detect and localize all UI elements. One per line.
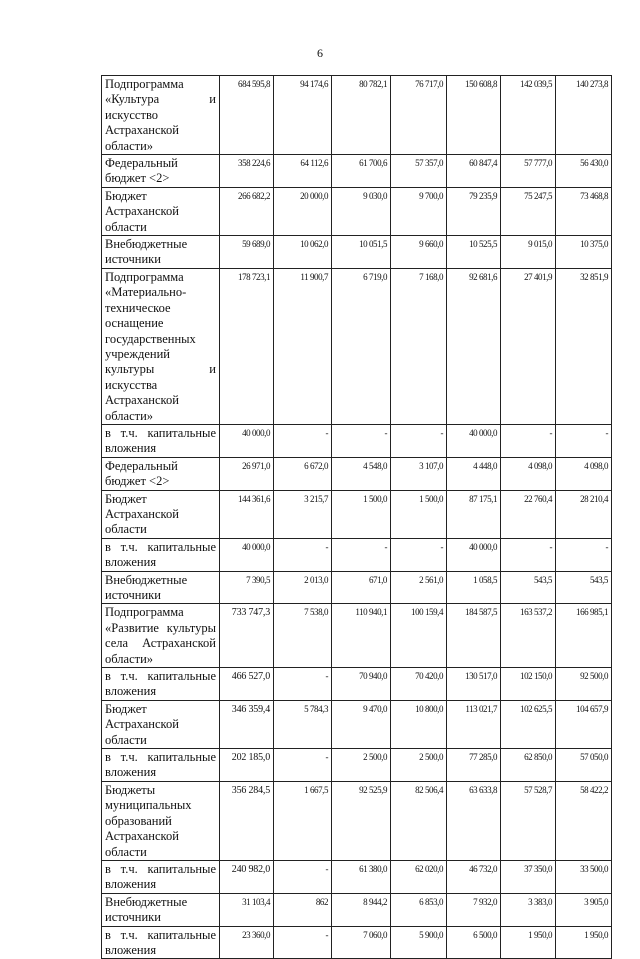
value-cell: 2 500,0 (332, 749, 391, 782)
budget-table (101, 75, 612, 959)
value-cell: 5 900,0 (391, 926, 447, 959)
row-label: Бюджет Астраханской области (102, 187, 220, 235)
value-cell: 40 000,0 (447, 538, 501, 571)
value-cell: 163 537,2 (501, 604, 556, 668)
value-cell: 10 062,0 (274, 236, 332, 269)
row-label: в т.ч. капитальные вложения (102, 668, 220, 701)
value-cell: 40 000,0 (220, 538, 274, 571)
value-cell: 142 039,5 (501, 76, 556, 155)
row-label: в т.ч. капитальные вложения (102, 749, 220, 782)
value-cell: 4 448,0 (447, 457, 501, 490)
value-cell: 10 525,5 (447, 236, 501, 269)
value-cell: 6 853,0 (391, 893, 447, 926)
value-cell: 62 850,0 (501, 749, 556, 782)
value-cell: - (391, 424, 447, 457)
value-cell: 94 174,6 (274, 76, 332, 155)
value-cell: 1 667,5 (274, 781, 332, 860)
value-cell: 26 971,0 (220, 457, 274, 490)
value-cell: 3 107,0 (391, 457, 447, 490)
value-cell: - (501, 538, 556, 571)
value-cell: - (274, 424, 332, 457)
value-cell: 57 050,0 (556, 749, 612, 782)
value-cell: 6 719,0 (332, 268, 391, 424)
table-row (102, 76, 612, 155)
value-cell: 57 777,0 (501, 155, 556, 188)
table-row (102, 926, 612, 959)
value-cell: 2 500,0 (391, 749, 447, 782)
value-cell: 31 103,4 (220, 893, 274, 926)
value-cell: 130 517,0 (447, 668, 501, 701)
value-cell: 56 430,0 (556, 155, 612, 188)
value-cell: 140 273,8 (556, 76, 612, 155)
value-cell: 862 (274, 893, 332, 926)
value-cell: 28 210,4 (556, 490, 612, 538)
value-cell: 79 235,9 (447, 187, 501, 235)
table-row (102, 781, 612, 860)
value-cell: 80 782,1 (332, 76, 391, 155)
value-cell: 32 851,9 (556, 268, 612, 424)
value-cell: 20 000,0 (274, 187, 332, 235)
row-label: Внебюджетные источники (102, 893, 220, 926)
value-cell: 733 747,3 (220, 604, 274, 668)
table-row (102, 424, 612, 457)
value-cell: 7 060,0 (332, 926, 391, 959)
value-cell: 240 982,0 (220, 860, 274, 893)
value-cell: - (274, 860, 332, 893)
value-cell: 9 015,0 (501, 236, 556, 269)
value-cell: 102 150,0 (501, 668, 556, 701)
value-cell: 266 682,2 (220, 187, 274, 235)
value-cell: 63 633,8 (447, 781, 501, 860)
value-cell: - (391, 538, 447, 571)
value-cell: 9 030,0 (332, 187, 391, 235)
value-cell: 10 051,5 (332, 236, 391, 269)
value-cell: 1 500,0 (332, 490, 391, 538)
value-cell: 358 224,6 (220, 155, 274, 188)
value-cell: 144 361,6 (220, 490, 274, 538)
value-cell: 104 657,9 (556, 700, 612, 748)
value-cell: - (556, 538, 612, 571)
value-cell: 102 625,5 (501, 700, 556, 748)
value-cell: 75 247,5 (501, 187, 556, 235)
value-cell: 11 900,7 (274, 268, 332, 424)
value-cell: 22 760,4 (501, 490, 556, 538)
row-label: Подпрограмма «Развитие культуры села Астраханской области» (102, 604, 220, 668)
value-cell: 4 098,0 (556, 457, 612, 490)
value-cell: 37 350,0 (501, 860, 556, 893)
value-cell: 2 013,0 (274, 571, 332, 604)
table-row (102, 571, 612, 604)
row-label: в т.ч. капитальные вложения (102, 424, 220, 457)
value-cell: 57 528,7 (501, 781, 556, 860)
value-cell: 64 112,6 (274, 155, 332, 188)
value-cell: 166 985,1 (556, 604, 612, 668)
value-cell: 40 000,0 (447, 424, 501, 457)
value-cell: 356 284,5 (220, 781, 274, 860)
table-row (102, 236, 612, 269)
row-label: в т.ч. капитальные вложения (102, 926, 220, 959)
value-cell: 6 500,0 (447, 926, 501, 959)
value-cell: - (274, 749, 332, 782)
row-label: Федеральный бюджет <2> (102, 457, 220, 490)
value-cell: 4 098,0 (501, 457, 556, 490)
value-cell: 27 401,9 (501, 268, 556, 424)
value-cell: 7 168,0 (391, 268, 447, 424)
value-cell: 8 944,2 (332, 893, 391, 926)
value-cell: 3 905,0 (556, 893, 612, 926)
value-cell: 92 525,9 (332, 781, 391, 860)
value-cell: 9 470,0 (332, 700, 391, 748)
value-cell: 23 360,0 (220, 926, 274, 959)
value-cell: 184 587,5 (447, 604, 501, 668)
row-label: Бюджет Астраханской области (102, 490, 220, 538)
value-cell: 4 548,0 (332, 457, 391, 490)
value-cell: 543,5 (556, 571, 612, 604)
value-cell: - (501, 424, 556, 457)
value-cell: 59 689,0 (220, 236, 274, 269)
table-row (102, 268, 612, 424)
page-number: 6 (317, 46, 323, 60)
value-cell: 2 561,0 (391, 571, 447, 604)
value-cell: 61 700,6 (332, 155, 391, 188)
value-cell: 92 500,0 (556, 668, 612, 701)
value-cell: 9 700,0 (391, 187, 447, 235)
row-label: Бюджет Астраханской области (102, 700, 220, 748)
table-row (102, 893, 612, 926)
row-label: Федеральный бюджет <2> (102, 155, 220, 188)
value-cell: 110 940,1 (332, 604, 391, 668)
value-cell: 7 538,0 (274, 604, 332, 668)
value-cell: 87 175,1 (447, 490, 501, 538)
value-cell: 60 847,4 (447, 155, 501, 188)
table-row (102, 749, 612, 782)
row-label: в т.ч. капитальные вложения (102, 538, 220, 571)
row-label: Внебюджетные источники (102, 236, 220, 269)
table-row (102, 700, 612, 748)
value-cell: 1 950,0 (501, 926, 556, 959)
value-cell: - (332, 424, 391, 457)
value-cell: 62 020,0 (391, 860, 447, 893)
value-cell: 9 660,0 (391, 236, 447, 269)
value-cell: 1 500,0 (391, 490, 447, 538)
value-cell: - (274, 538, 332, 571)
value-cell: 58 422,2 (556, 781, 612, 860)
table-row (102, 187, 612, 235)
value-cell: 92 681,6 (447, 268, 501, 424)
table-row (102, 604, 612, 668)
value-cell: 10 800,0 (391, 700, 447, 748)
value-cell: 77 285,0 (447, 749, 501, 782)
value-cell: - (556, 424, 612, 457)
value-cell: 70 940,0 (332, 668, 391, 701)
value-cell: 100 159,4 (391, 604, 447, 668)
value-cell: 73 468,8 (556, 187, 612, 235)
table-row (102, 457, 612, 490)
value-cell: 5 784,3 (274, 700, 332, 748)
row-label: Внебюджетные источники (102, 571, 220, 604)
value-cell: - (274, 926, 332, 959)
value-cell: 1 950,0 (556, 926, 612, 959)
value-cell: 113 021,7 (447, 700, 501, 748)
value-cell: 3 383,0 (501, 893, 556, 926)
value-cell: 46 732,0 (447, 860, 501, 893)
budget-table-body (102, 76, 612, 959)
value-cell: 40 000,0 (220, 424, 274, 457)
value-cell: 543,5 (501, 571, 556, 604)
table-row (102, 668, 612, 701)
value-cell: 150 608,8 (447, 76, 501, 155)
table-row (102, 538, 612, 571)
row-label: в т.ч. капитальные вложения (102, 860, 220, 893)
value-cell: 7 390,5 (220, 571, 274, 604)
value-cell: 1 058,5 (447, 571, 501, 604)
value-cell: 57 357,0 (391, 155, 447, 188)
row-label: Подпрограмма «Культура и искусство Астраханской области» (102, 76, 220, 155)
value-cell: 178 723,1 (220, 268, 274, 424)
value-cell: 76 717,0 (391, 76, 447, 155)
value-cell: 10 375,0 (556, 236, 612, 269)
value-cell: 6 672,0 (274, 457, 332, 490)
value-cell: - (274, 668, 332, 701)
table-row (102, 155, 612, 188)
value-cell: 82 506,4 (391, 781, 447, 860)
value-cell: 70 420,0 (391, 668, 447, 701)
value-cell: 33 500,0 (556, 860, 612, 893)
value-cell: 466 527,0 (220, 668, 274, 701)
value-cell: 202 185,0 (220, 749, 274, 782)
value-cell: - (332, 538, 391, 571)
row-label: Подпрограмма «Материально-техническое оснащение государственных учреждений культуры и искусства Астраханской области» (102, 268, 220, 424)
table-row (102, 860, 612, 893)
value-cell: 61 380,0 (332, 860, 391, 893)
row-label: Бюджеты муниципальных образований Астраханской области (102, 781, 220, 860)
value-cell: 3 215,7 (274, 490, 332, 538)
value-cell: 684 595,8 (220, 76, 274, 155)
value-cell: 671,0 (332, 571, 391, 604)
value-cell: 346 359,4 (220, 700, 274, 748)
table-row (102, 490, 612, 538)
value-cell: 7 932,0 (447, 893, 501, 926)
